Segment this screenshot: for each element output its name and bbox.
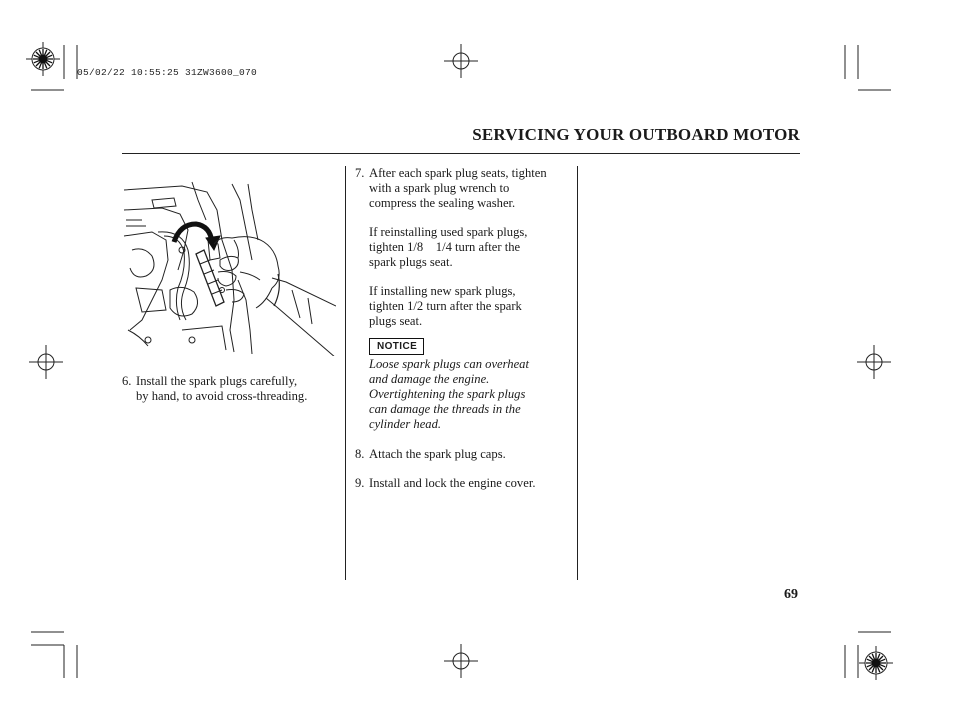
- step-number: 9.: [355, 476, 365, 490]
- step-9-text: Install and lock the engine cover.: [369, 476, 536, 490]
- step-number: 7.: [355, 166, 365, 180]
- section-title: SERVICING YOUR OUTBOARD MOTOR: [472, 125, 800, 144]
- registration-crosshair-right: [857, 345, 891, 379]
- registration-crosshair-left: [29, 345, 63, 379]
- registration-starburst-top-left: [26, 42, 60, 76]
- notice-line-2: and damage the engine.: [369, 372, 490, 386]
- used-plugs-line-2: tighten 1/8 1/4 turn after the: [369, 240, 521, 254]
- notice-line-1: Loose spark plugs can overheat: [369, 357, 529, 371]
- used-plugs-paragraph: [355, 225, 573, 270]
- registration-crosshair-top: [444, 44, 478, 78]
- registration-starburst-bottom-right: [859, 646, 893, 680]
- spark-plug-installation-illustration: [122, 180, 336, 356]
- step-7-line-2: with a spark plug wrench to: [369, 181, 510, 195]
- column-divider-right: [577, 166, 578, 580]
- step-7: [355, 166, 573, 211]
- print-timestamp: 05/02/22 10:55:25 31ZW3600_070: [77, 67, 258, 78]
- new-plugs-line-1: If installing new spark plugs,: [369, 284, 516, 298]
- notice-line-3: Overtightening the spark plugs: [369, 387, 526, 401]
- step-number: 6.: [122, 374, 132, 388]
- step-7-line-1: After each spark plug seats, tighten: [369, 166, 547, 180]
- step-number: 8.: [355, 447, 365, 461]
- notice-line-4: can damage the threads in the: [369, 402, 521, 416]
- column-divider-left: [345, 166, 346, 580]
- step-8-text: Attach the spark plug caps.: [369, 447, 506, 461]
- new-plugs-line-2: tighten 1/2 turn after the spark: [369, 299, 522, 313]
- notice-block: [355, 338, 573, 432]
- step-6-line-2: by hand, to avoid cross-threading.: [136, 389, 308, 403]
- step-6-line-1: Install the spark plugs carefully,: [136, 374, 298, 388]
- notice-label: NOTICE: [369, 338, 424, 355]
- registration-crosshair-bottom: [444, 644, 478, 678]
- new-plugs-paragraph: [355, 284, 573, 329]
- new-plugs-line-3: plugs seat.: [369, 314, 423, 328]
- used-plugs-line-1: If reinstalling used spark plugs,: [369, 225, 528, 239]
- step-8: [355, 447, 573, 462]
- notice-line-5: cylinder head.: [369, 417, 442, 431]
- page-number: 69: [784, 587, 798, 602]
- middle-column: [355, 166, 573, 491]
- notice-text: [369, 357, 573, 432]
- step-9: [355, 476, 573, 491]
- step-7-line-3: compress the sealing washer.: [369, 196, 516, 210]
- used-plugs-line-3: spark plugs seat.: [369, 255, 453, 269]
- step-6: [122, 374, 338, 404]
- header-rule: [122, 153, 800, 154]
